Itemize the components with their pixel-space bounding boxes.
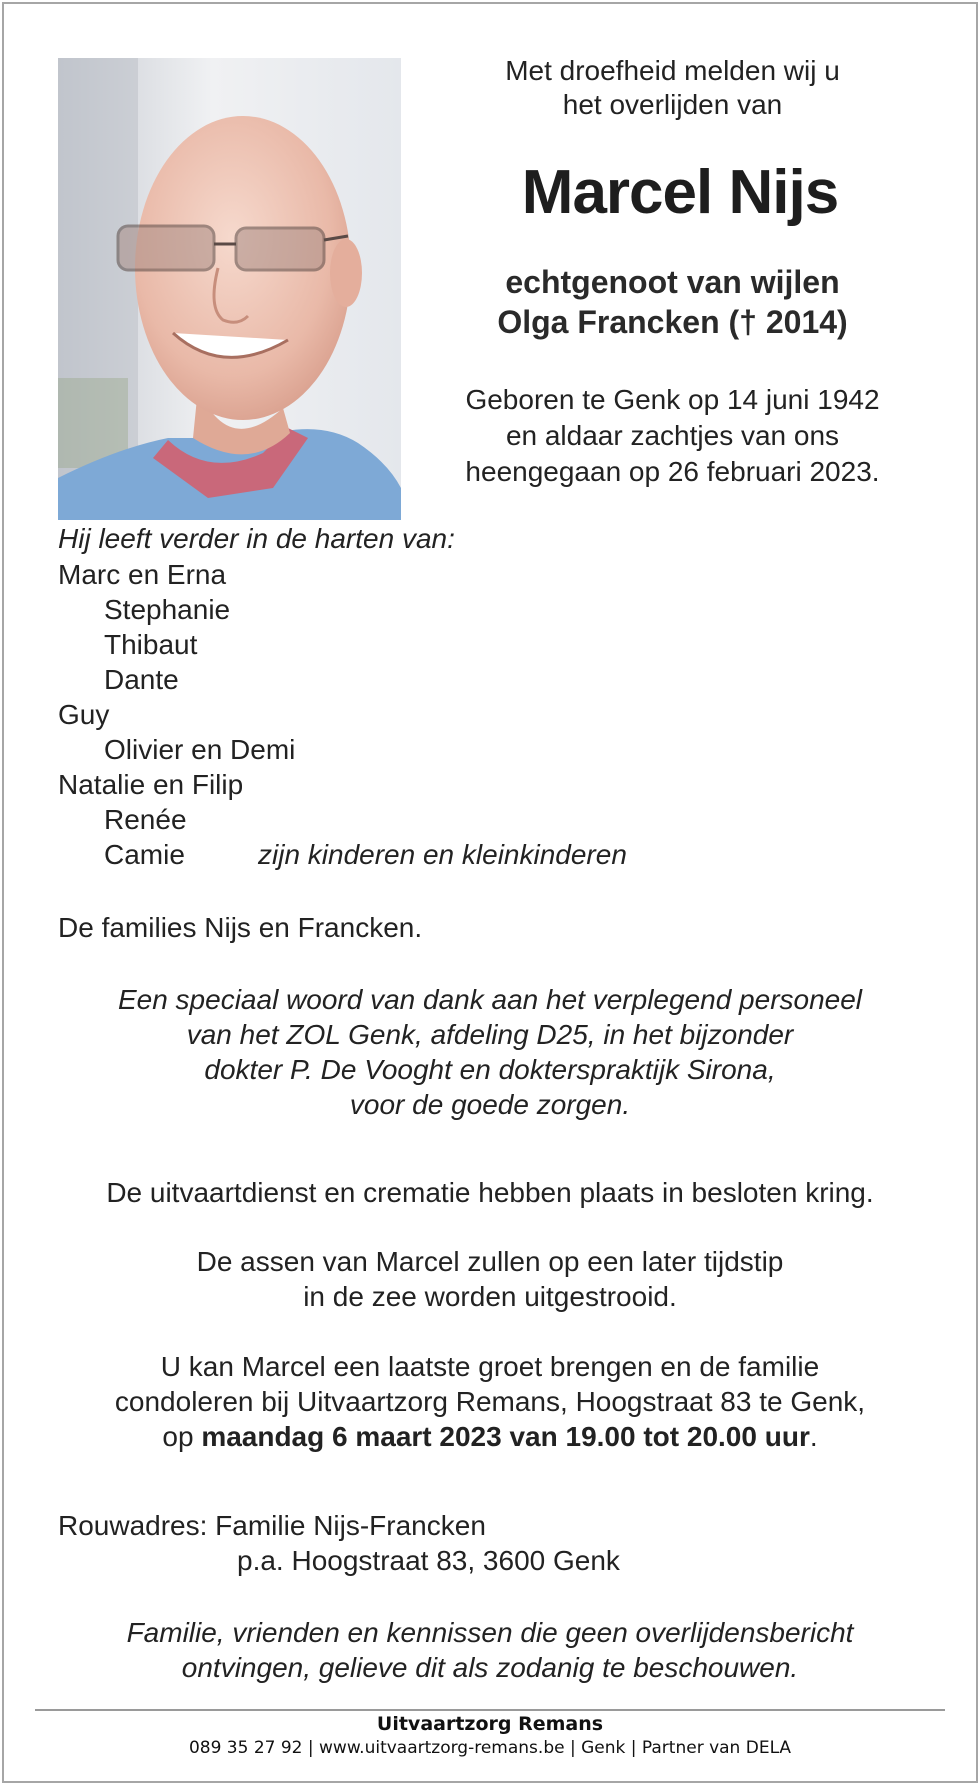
visit-line: condoleren bij Uitvaartzorg Remans, Hoogstraat 83 te Genk, <box>114 1386 866 1417</box>
footer-company: Uitvaartzorg Remans <box>376 1713 604 1735</box>
born-line: en aldaar zachtjes van ons <box>505 420 840 451</box>
portrait-photo <box>58 58 401 520</box>
thanks-line: van het ZOL Genk, afdeling D25, in het bijzonder <box>186 1019 794 1050</box>
thanks-line: dokter P. De Vooght en dokterspraktijk Sirona, <box>204 1054 776 1085</box>
visit-line: U kan Marcel een laatste groet brengen en de familie <box>160 1351 820 1382</box>
service-text: De uitvaartdienst en crematie hebben plaats in besloten kring. <box>106 1177 874 1208</box>
ashes-line: in de zee worden uitgestrooid. <box>303 1281 677 1312</box>
family-member: Renée <box>104 804 187 835</box>
footer-contact: 089 35 27 92 | www.uitvaartzorg-remans.be | Genk | Partner van DELA <box>188 1738 792 1758</box>
thanks-line: voor de goede zorgen. <box>349 1089 631 1120</box>
ashes-line: De assen van Marcel zullen op een later tijdstip <box>196 1246 784 1277</box>
family-relation: zijn kinderen en kleinkinderen <box>258 839 627 870</box>
family-member: Guy <box>58 699 110 730</box>
closing-line: ontvingen, gelieve dit als zodanig te beschouwen. <box>181 1652 799 1683</box>
family-member: Dante <box>104 664 179 695</box>
family-member: Stephanie <box>104 594 231 625</box>
family-member: Natalie en Filip <box>58 769 244 800</box>
intro-line: het overlijden van <box>562 89 783 120</box>
intro-line: Met droefheid melden wij u <box>505 55 840 86</box>
family-member: Marc en Erna <box>58 559 227 590</box>
portrait-illustration <box>58 58 401 520</box>
family-member: Thibaut <box>104 629 198 660</box>
born-line: Geboren te Genk op 14 juni 1942 <box>465 384 880 415</box>
family-member: Camie <box>104 839 185 870</box>
visit-date: maandag 6 maart 2023 van 19.00 tot 20.00 uur <box>201 1421 810 1452</box>
thanks-line: Een speciaal woord van dank aan het verplegend personeel <box>117 984 863 1015</box>
spouse-line: echtgenoot van wijlen <box>505 264 840 300</box>
visit-date-line <box>40 1420 940 1454</box>
birth-death-text <box>420 382 925 490</box>
intro-text <box>420 54 925 122</box>
address-line: p.a. Hoogstraat 83, 3600 Genk <box>237 1545 620 1576</box>
born-line: heengegaan op 26 februari 2023. <box>465 456 880 487</box>
family-heading: Hij leeft verder in de harten van: <box>58 523 455 554</box>
family-member: Olivier en Demi <box>104 734 296 765</box>
address-line: Rouwadres: Familie Nijs-Francken <box>58 1510 486 1541</box>
spouse-text <box>400 262 945 342</box>
deceased-name: Marcel Nijs <box>521 158 839 227</box>
spouse-line: Olga Francken († 2014) <box>497 304 848 340</box>
visit-suffix: . <box>809 1421 818 1452</box>
families-line: De families Nijs en Francken. <box>58 912 423 943</box>
closing-line: Familie, vrienden en kennissen die geen overlijdensbericht <box>126 1617 854 1648</box>
visit-prefix: op <box>162 1421 202 1452</box>
